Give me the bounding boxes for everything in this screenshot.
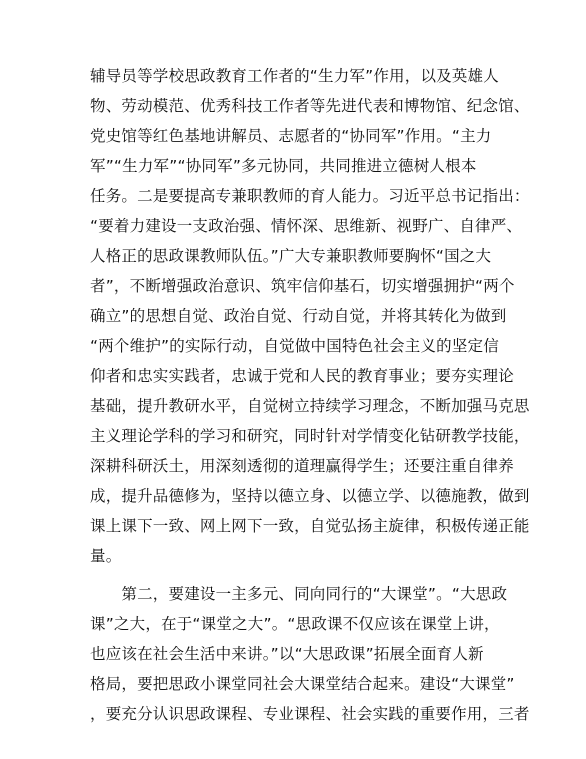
text-line: 者”，不断增强政治意识、筑牢信仰基石，切实增强拥护“两个 [90, 277, 515, 295]
text-line: 任务。二是要提高专兼职教师的育人能力。习近平总书记指出： [90, 187, 530, 205]
text-line: 课”之大，在于“课堂之大”。“思政课不仅应该在课堂上讲， [90, 615, 500, 633]
text-line: 人格正的思政课教师队伍。”广大专兼职教师要胸怀“国之大 [90, 247, 492, 265]
paragraph-start-line: 第二，要建设一主多元、同向同行的“大课堂”。“大思政 [90, 585, 508, 603]
text-line: 量。 [90, 547, 122, 565]
text-line: “要着力建设一支政治强、情怀深、思维新、视野广、自律严、 [90, 217, 523, 235]
text-line: 军”“生力军”“协同军”多元协同，共同推进立德树人根本 [90, 157, 477, 175]
text-line: 确立”的思想自觉、政治自觉、行动自觉，并将其转化为做到 [90, 307, 507, 325]
text-line: 党史馆等红色基地讲解员、志愿者的“协同军”作用。“主力 [90, 127, 492, 145]
text-line: 也应该在社会生活中来讲。”以“大思政课”拓展全面育人新 [90, 645, 484, 663]
text-line: “两个维护”的实际行动，自觉做中国特色社会主义的坚定信 [90, 337, 499, 355]
text-line: 辅导员等学校思政教育工作者的“生力军”作用，以及英雄人 [90, 67, 499, 85]
text-line: 仰者和忠实实践者，忠诚于党和人民的教育事业；要夯实理论 [90, 367, 514, 385]
text-line: ，要充分认识思政课程、专业课程、社会实践的重要作用，三者 [90, 705, 530, 723]
text-line: 格局，要把思政小课堂同社会大课堂结合起来。建设“大课堂” [90, 675, 515, 693]
text-line: 主义理论学科的学习和研究，同时针对学情变化钻研教学技能， [90, 427, 530, 445]
text-line: 课上课下一致、网上网下一致，自觉弘扬主旋律，积极传递正能 [90, 517, 530, 535]
text-line: 成，提升品德修为，坚持以德立身、以德立学、以德施教，做到 [90, 487, 530, 505]
text-line: 基础，提升教研水平，自觉树立持续学习理念，不断加强马克思 [90, 397, 530, 415]
text-line: 物、劳动模范、优秀科技工作者等先进代表和博物馆、纪念馆、 [90, 97, 530, 115]
text-line: 深耕科研沃土，用深刻透彻的道理赢得学生；还要注重自律养 [90, 457, 514, 475]
